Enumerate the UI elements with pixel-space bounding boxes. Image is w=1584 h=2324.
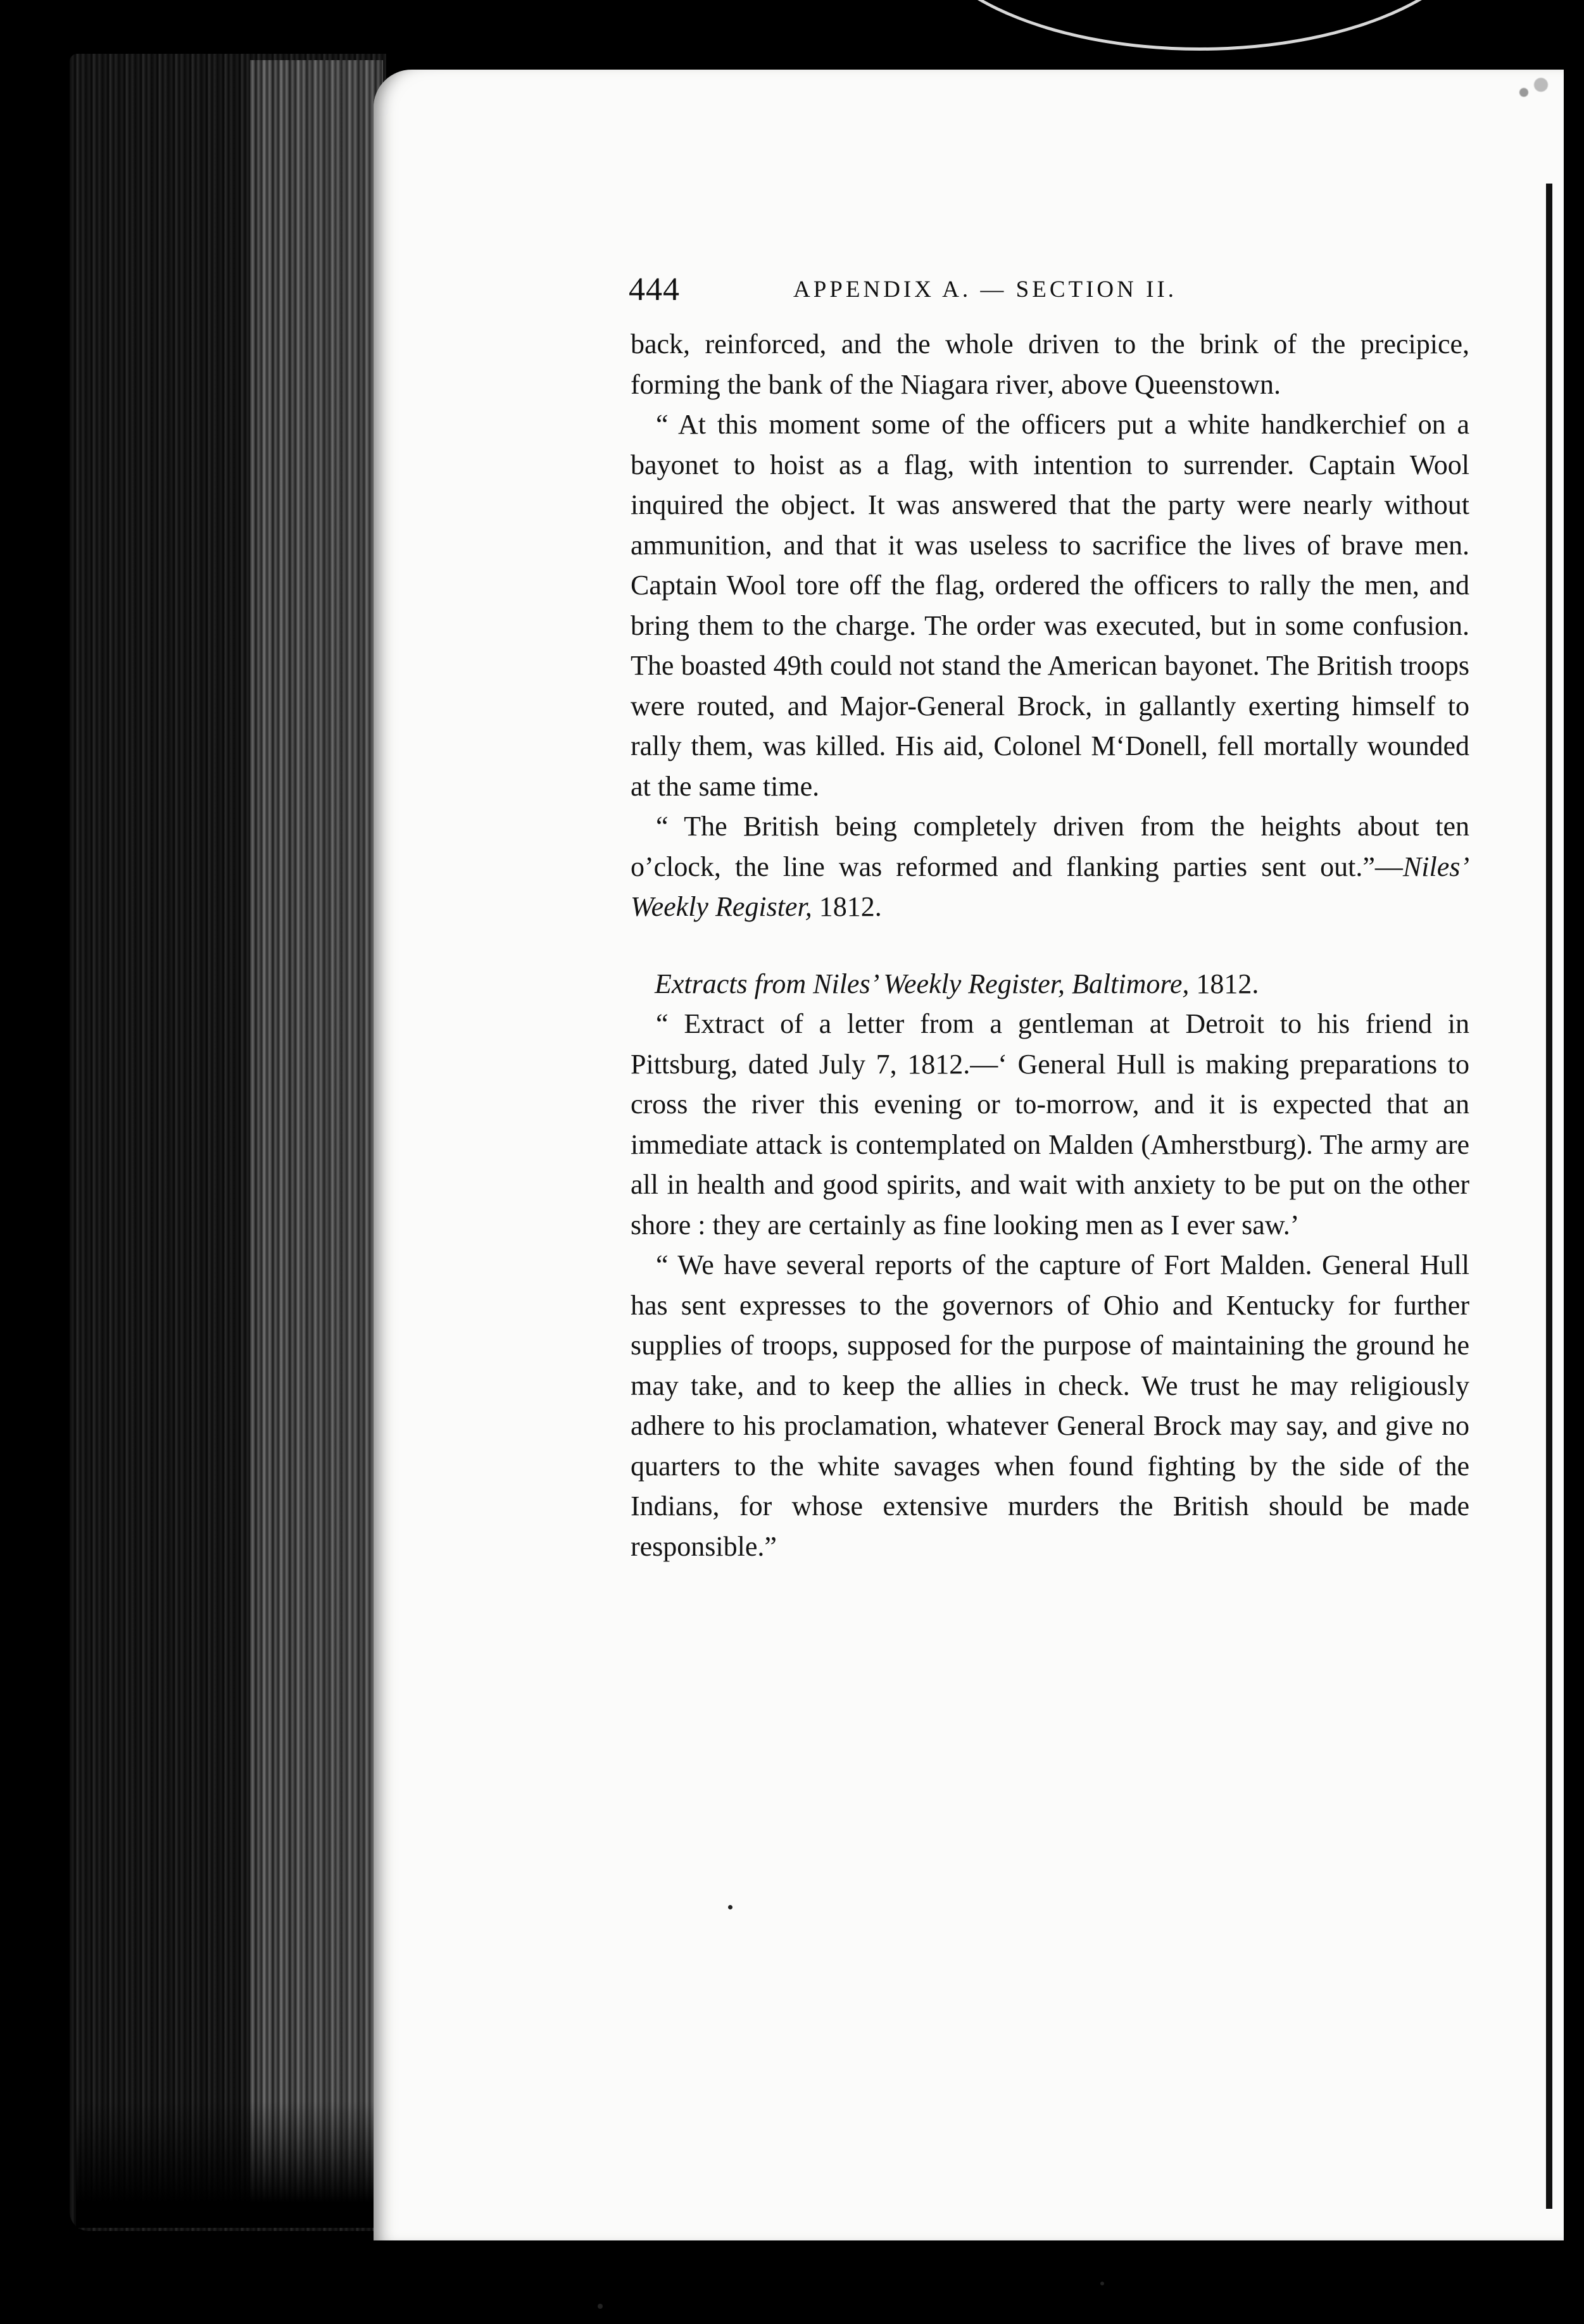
running-head: APPENDIX A. — SECTION II. (793, 277, 1177, 303)
body-text (631, 324, 1469, 1566)
page-number: 444 (629, 272, 680, 308)
section-heading-italic: Extracts from Niles’ Weekly Register, Baltimore, (655, 968, 1190, 999)
scan-speck (598, 2304, 603, 2309)
book-page-edges-highlight (250, 60, 383, 2225)
section-heading (631, 964, 1469, 1004)
page-edge-line (1546, 184, 1552, 2209)
paragraph-1: back, reinforced, and the whole driven to the brink of the precipice, forming the bank of the Niagara river, above Queenstown. (631, 328, 1469, 400)
source-citation: Niles’ Weekly Register, (631, 851, 1469, 922)
paragraph-5: “ We have several reports of the capture of Fort Malden. General Hull has sent expresses to the governors of Ohio and Kentucky for further supplies of troops, supposed for the purpose of maintaining the ground he may take, and to keep the allies in check. We trust he may religiously adhere to his proclamation, whatever General Brock may say, and give no quarters to the white savages when found fighting by the side of the Indians, for whose extensive murders the British should be made responsible.” (631, 1249, 1469, 1562)
paragraph-4: “ Extract of a letter from a gentleman at Detroit to his friend in Pittsburg, dated July 7, 1812.—‘ General Hull is making preparations to cross the river this evening or to-morrow, and it is expected that an immediate attack is contemplated on Malden (Amherstburg). The army are all in health and good spirits, and wait with anxiety to be put on the other shore : they are certainly as fine looking men as I ever saw.’ (631, 1008, 1469, 1240)
scan-speck (1100, 2282, 1104, 2285)
section-heading-year: 1812. (1189, 968, 1259, 999)
paragraph-3 (631, 806, 1469, 927)
scan-speck (728, 1905, 732, 1909)
paragraph-2: “ At this moment some of the officers put a white handkerchief on a bayonet to hoist as a flag, with intention to surrender. Captain Wool inquired the object. It was answered that the party were nearly without ammunition, and that it was useless to sacrifice the lives of brave men. Captain Wool tore off the flag, ordered the officers to rally the men, and bring them to the charge. The order was executed, but in some confusion. The boasted 49th could not stand the American bayonet. The British troops were routed, and Major-General Brock, in gallantly exerting himself to rally them, was killed. His aid, Colonel M‘Donell, fell mortally wounded at the same time. (631, 409, 1469, 802)
paragraph-3-text: “ The British being completely driven from the heights about ten o’clock, the line was reformed and flanking parties sent out.”— (631, 811, 1469, 882)
scan-artifact-arc (912, 0, 1488, 51)
source-year: 1812. (812, 891, 882, 922)
scan-artifact (1507, 70, 1564, 108)
book-bottom-shadow (76, 2101, 380, 2228)
